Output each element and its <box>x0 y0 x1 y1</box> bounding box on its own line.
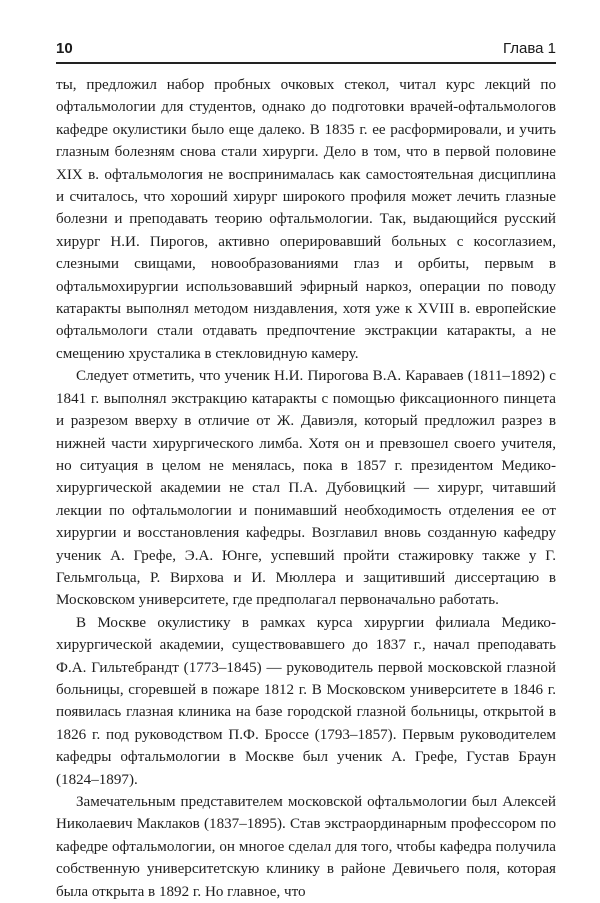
paragraph: Следует отметить, что ученик Н.И. Пирогова В.А. Караваев (1811–1892) с 1841 г. выполнял экстракцию катаракты с помощью фиксационного пинцета и разрезом вверху в отличие от Ж. Давиэля, который предложил разрез в нижней части хирургического лимба. Хотя он и превзошел своего учителя, но ситуация в целом не менялась, пока в 1857 г. президентом Медико-хирургической академии не стал П.А. Дубовицкий — хирург, читавший лекции по офтальмологии и понимавший необходимость отделения ее от хирургии и восстановления кафедры. Возглавил вновь созданную кафедру ученик А. Грефе, Э.А. Юнге, успевший пройти стажировку также у Г. Гельмгольца, Р. Вирхова и И. Мюллера и защитивший диссертацию в Московском университете, где предполагал первоначально работать. <box>56 368 556 609</box>
body-text <box>56 74 556 903</box>
paragraph: ты, предложил набор пробных очковых стекол, читал курс лекций по офтальмологии для студентов, однако до подготовки врачей-офтальмологов кафедре окулистики было еще далеко. В 1835 г. ее расформировали, и учить глазным болезням снова стали хирурги. Дело в том, что в первой половине XIX в. офтальмология не воспринималась как самостоятельная дисциплина и считалось, что хороший хирург широкого профиля может лечить глазные болезни и преподавать теорию офтальмологии. Так, выдающийся русский хирург Н.И. Пирогов, активно оперировавший больных с косоглазием, слезными свищами, новообразованиями глаз и орбиты, первым в офтальмохирургии использовавший эфирный наркоз, операции по поводу катаракты выполнял методом низдавления, хотя уже к XVIII в. европейские офтальмологи стали отдавать предпочтение экстракции катаракты, а не смещению хрусталика в стекловидную камеру. <box>56 77 556 362</box>
chapter-title: Глава 1 <box>502 40 556 57</box>
page-header <box>56 36 556 64</box>
paragraph: Замечательным представителем московской офтальмологии был Алексей Николаевич Маклаков (1837–1895). Став экстраординарным профессором по кафедре офтальмологии, он многое сделал для того, чтобы кафедра получила собственную университетскую клинику в районе Девичьего поля, которая была открыта в 1892 г. Но главное, что <box>56 794 556 900</box>
page-number: 10 <box>56 40 73 57</box>
paragraph: В Москве окулистику в рамках курса хирургии филиала Медико-хирургической академии, существовавшего до 1837 г., начал преподавать Ф.А. Гильтебрандт (1773–1845) — руководитель первой московской глазной больницы, сгоревшей в пожаре 1812 г. В Московском университете в 1846 г. появилась глазная клиника на базе городской глазной больницы, открытой в 1826 г. под руководством П.Ф. Броссе (1793–1857). Первым руководителем кафедры офтальмологии в Москве был ученик А. Грефе, Густав Браун (1824–1897). <box>56 614 556 788</box>
